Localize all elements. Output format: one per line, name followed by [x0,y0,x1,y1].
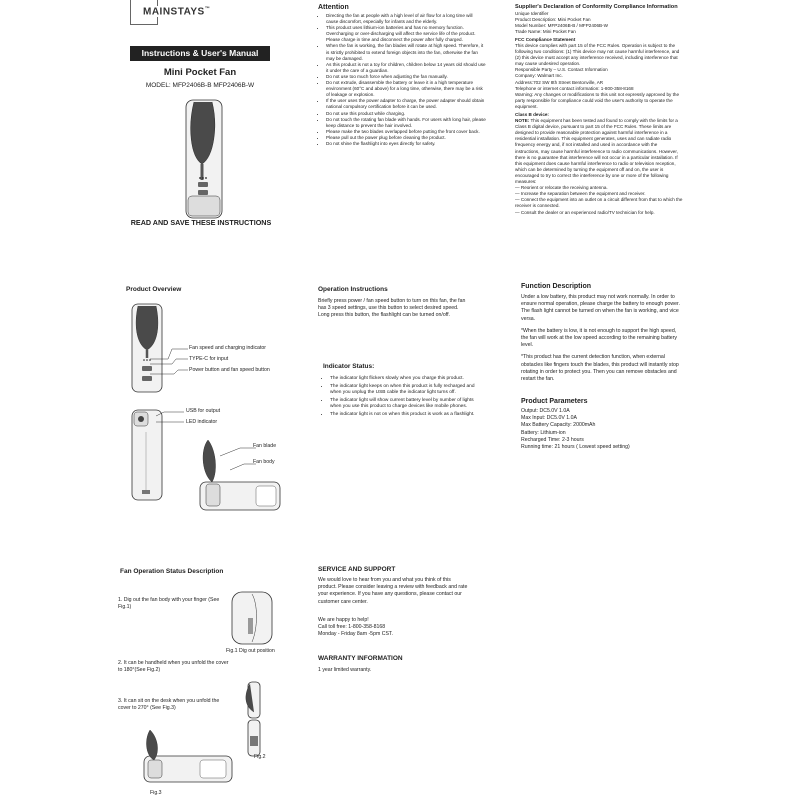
service-text: We would love to hear from you and what you think of this product. Please consider leaving a review with feedback and rate your experience. If you have any questions, please contact our customer care center. [318,577,468,605]
attention-item: • Do not extrude, disassemble the battery or leave it in a high temperature environment (60°C and above) for a long time, otherwise, there may be a risk of leakage or explosion. [326,80,486,98]
label-fan-blade: Fan blade [253,443,277,449]
party-line: Company: Walmart Inc. [515,73,563,79]
party-lines [515,67,683,91]
measure-lines [515,185,683,215]
model-number: MODEL: MFP2406B-B MFP2406B-W [145,82,255,89]
service-help-line: We are happy to help! [318,617,369,623]
status-title: Fan Operation Status Description [120,568,224,575]
label-led: LED indicator [186,419,218,425]
note-text: This equipment has been tested and found to comply with the limits for a Class B digital device, pursuant to part 15 of the FCC Rules. These limits are designed to provide reasonable protection against harmful interference in a residential installation. This equipment generates, uses and can radiate radio frequency energy and, if not installed and used in accordance with the instructions, may cause harmful interference to radio communications. However, there is no guarantee that interference will not occur in a particular installation. If this equipment does cause harmful interference to radio or television reception, which can be determined by turning the equipment off and on, the user is encouraged to try to correct the interference by one or more of the following measures: [515,118,678,185]
compliance-lines [515,11,683,35]
indicator-title: Indicator Status: [323,363,375,370]
attention-item: • Directing the fan at people with a high level of air flow for a long time will cause discomfort, especially for infants and the elderly. [326,13,486,25]
params-lines [521,408,683,451]
param-line: Max Battery Capacity: 2000mAh [521,422,596,429]
param-line: Recharged Time: 2-3 hours [521,436,584,443]
compliance-line: Product Description: Mini Pocket Fan [515,16,591,22]
param-line: Output: DC5.0V 1.0A [521,408,570,414]
fcc-note [515,118,683,185]
read-save-instructions: READ AND SAVE THESE INSTRUCTIONS [130,218,272,227]
party-line: Responsible Party – U.S. Contact Information [515,67,608,73]
status-step-3: 3. It can sit on the desk when you unfold the cover to 270° (See Fig.3) [118,698,220,712]
attention-item: • Please pull out the power plug before cleaning the product. [326,135,486,141]
function-p1: Under a low battery, this product may not work normally. In order to ensure normal operation, please charge the battery to enough power. The flash light cannot be turned on when the fan is working, and vice versa. [521,294,680,322]
indicator-list [321,375,475,418]
brand-name: MAINSTAYS™ [143,6,211,18]
party-line: Telephone or internet contact information: 1-800-358-8168 [515,85,634,91]
party-line: Address:702 SW 8th Street Bentonville, AR [515,79,604,85]
param-line: Max Input: DC5.0V 1.0A [521,415,577,422]
label-speed-indicator: Fan speed and charging indicator [189,345,266,351]
attention-item: • Please make the two blades overlapped before putting the front cover back. [326,129,486,135]
fig2-illustration [238,680,278,760]
overview-leader-lines-back [156,410,186,428]
param-line: Battery: Lithium-ion [521,429,566,436]
measure-line: — Connect the equipment into an outlet on a circuit different from that to which the receiver is connected. [515,197,683,209]
compliance-line: Model Number: MFP2406B-B / MFP2406B-W [515,22,608,28]
fig1-caption: Fig.1 Dig out position [226,648,275,654]
compliance-line: Trade Name: Mini Pocket Fan [515,28,576,34]
operation-title: Operation Instructions [318,286,388,293]
note-label: NOTE: [515,118,530,124]
compliance-warning: Warning: Any changes or modifications to this unit not expressly approved by the party responsible for compliance could void the user's authority to operate the equipment. [515,91,680,109]
label-usb-output: USB for output [186,408,221,414]
brand-logo [130,0,211,26]
indicator-item: • The indicator light keeps on when this product is fully recharged and when you unplug the USB cable the indicator light turns off. [330,383,475,397]
function-text [521,294,683,383]
attention-item: • Do not shine the flashlight into eyes directly for safety. [326,141,486,147]
attention-title: Attention [318,4,349,11]
attention-item: • Do not touch the rotating fan blade with hands. For users with long hair, please keep distance to prevent the hair involved. [326,117,486,129]
compliance-title: Supplier's Declaration of Conformity Compliance Information [515,4,678,10]
cover-fan-illustration [168,96,238,226]
product-title: Mini Pocket Fan [163,67,237,78]
label-typec: TYPE-C for input [189,356,229,362]
class-b-title: Class B device: [515,112,549,117]
indicator-item: • The indicator light is not on when this product is work as a flashlight. [330,411,475,419]
function-title: Function Description [521,283,591,290]
status-step-2: 2. It can be handheld when you unfold the cover to 180°(See Fig.2) [118,660,229,674]
indicator-item: • The indicator light will show current battery level by number of lights when you use this product to charge devices like mobile phones. [330,397,475,411]
function-p2: *When the battery is low, it is not enough to support the high speed, the fan will work at the low speed according to the remaining battery level. [521,327,677,349]
fig2-caption: Fig.2 [254,754,266,760]
measure-line: — Increase the separation between the equipment and receiver. [515,191,646,197]
fcc-title: FCC Compliance Statement [515,36,576,42]
manual-banner: Instructions & User's Manual [130,46,270,61]
label-fan-body: Fan body [253,459,275,465]
compliance-block [515,4,683,216]
attention-item: • Do not use this product while charging. [326,111,486,117]
fcc-text: This device complies with part 15 of the FCC Rules. Operation is subject to the following two conditions: (1) This device may not cause harmful interference, and (2) this device must accept any interference received, including interference that may cause undesired operation. [515,42,680,67]
measure-line: — Consult the dealer or an experienced radio/TV technician for help. [515,209,655,215]
attention-item: • Do not use too much force when adjusting the fan manually. [326,74,486,80]
operation-text [318,298,466,320]
compliance-line: Unique Identifier [515,10,549,16]
service-help-line: Call toll free: 1-800-358-8168 [318,624,386,631]
fig3-caption: Fig.3 [150,790,162,796]
label-power-button: Power button and fan speed button [189,367,270,373]
params-title: Product Parameters [521,398,588,405]
operation-text-2: Long press this button, the flashlight can be turned on/off. [318,312,450,319]
attention-item: • When the fan is working, the fan blades will rotate at high speed. Therefore, it is strictly prohibited to extend foreign objects into the fan, otherwise the fan may be damaged. [326,43,486,61]
overview-leader-lines-top [150,345,190,375]
warranty-title: WARRANTY INFORMATION [318,655,403,662]
service-title: SERVICE AND SUPPORT [318,566,396,573]
fig1-illustration [228,588,278,648]
status-step-1: 1. Dig out the fan body with your finger (See Fig.1) [118,597,220,611]
measure-line: — Reorient or relocate the receiving antenna. [515,185,608,191]
attention-list [317,13,486,147]
attention-item: • If the user uses the power adapter to charge, the power adapter should obtain national compulsory certification before it can be used. [326,98,486,110]
attention-item: • This product uses lithium-ion batteries and has no memory function. Overcharging or over-discharging will affect the service life of the product. Please charge in time and disconnect the power after fully charged. [326,25,486,43]
warranty-text: 1 year limited warranty. [318,667,372,673]
attention-item: • As this product is not a toy for children, children below 14 years old should use it under the care of a guardian. [326,62,486,74]
indicator-item: • The indicator light flickers slowly when you charge this product. [330,375,475,383]
overview-title: Product Overview [126,286,182,293]
param-line: Running time: 21 hours ( Lowest speed setting) [521,444,630,451]
fig3-illustration [140,726,236,786]
service-help-line: Monday - Friday 8am -5pm CST. [318,631,393,638]
function-p3: *This product has the current detection function, when external obstacles like fingers touch the blades, this product will instantly stop rotating in order to protect you. Then you can remove obstacles and restart the fan. [521,354,679,383]
operation-text-1: Briefly press power / fan speed button to turn on this fan, the fan has 3 speed settings, use this button to select desired speed. [318,298,466,312]
service-help [318,617,468,639]
